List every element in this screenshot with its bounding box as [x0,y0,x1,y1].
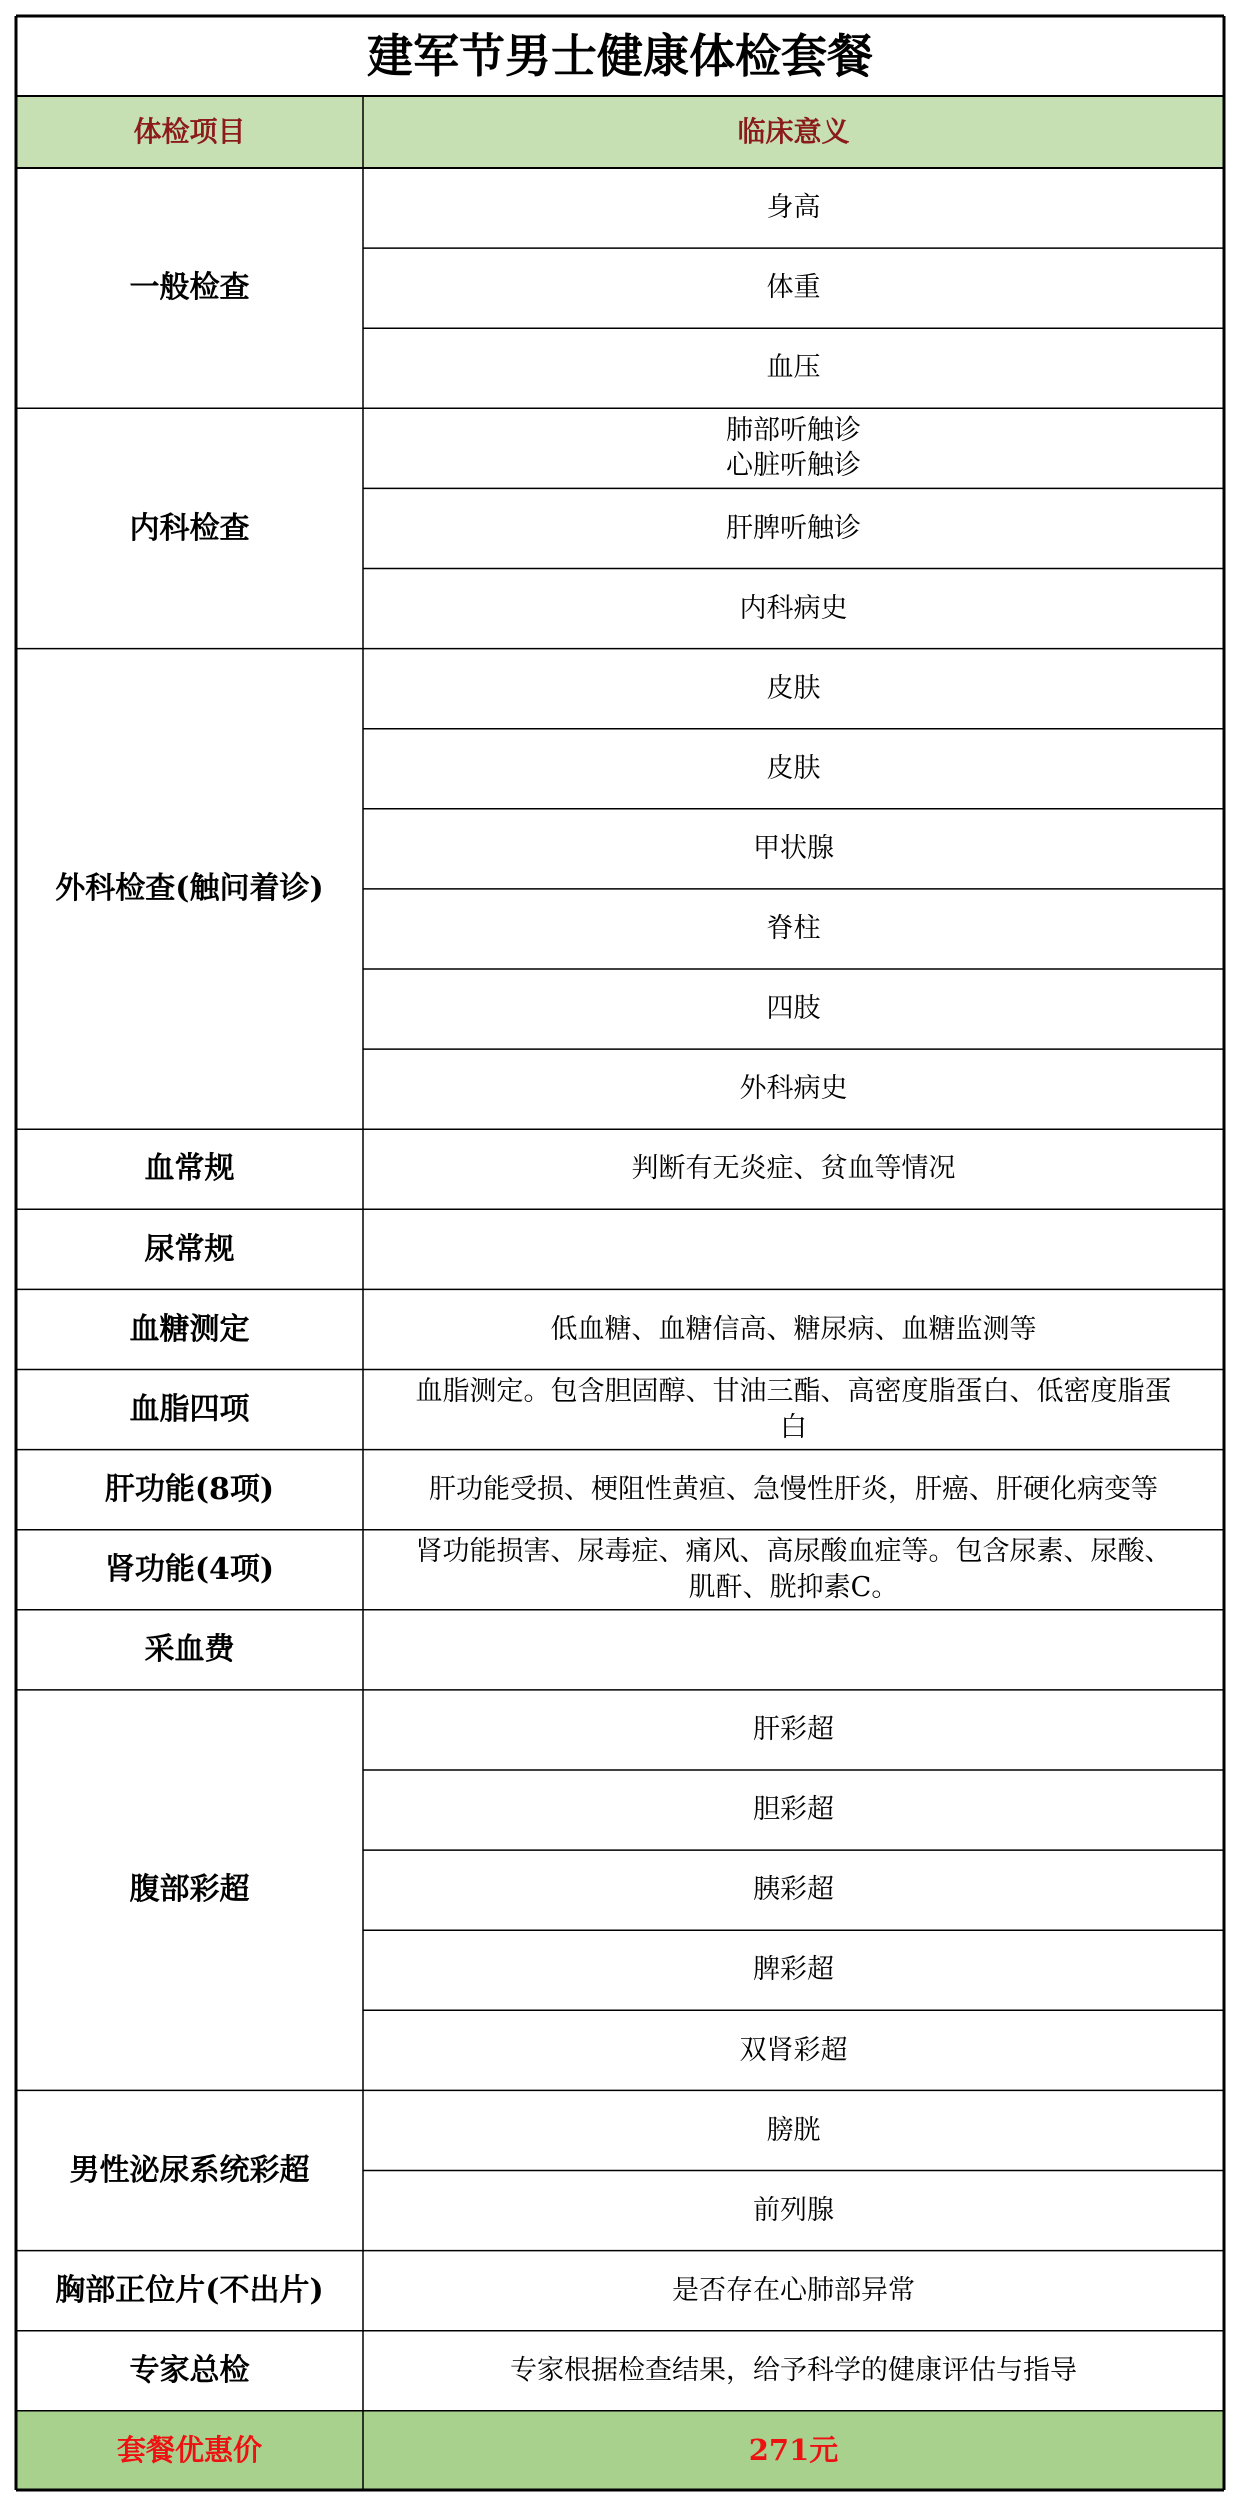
item-cell: 肝脾听触诊 [726,512,861,544]
item-cell: 脊柱 [766,913,821,945]
category-cell: 尿常规 [144,1231,235,1267]
item-cell [363,1209,1224,1289]
item-cell: 低血糖、血糖信高、糖尿病、血糖监测等 [550,1313,1037,1345]
item-cell: 内科病史 [739,592,848,624]
item-cell: 专家根据检查结果，给予科学的健康评估与指导 [510,2354,1077,2386]
header-checkup-item: 体检项目 [16,96,363,168]
package-price-value: 271元 [363,2411,1224,2490]
category-cell: 肝功能(8项) [104,1471,275,1507]
item-cell: 肾功能损害、尿毒症、痛风、高尿酸血症等。包含尿素、尿酸、 肌酐、胱抑素C。 [415,1536,1172,1603]
category-cell: 外科检查(触问着诊) [55,871,324,907]
category-cell: 男性泌尿系统彩超 [69,2152,310,2188]
item-cell: 是否存在心肺部异常 [672,2274,915,2306]
item-cell: 肝功能受损、梗阻性黄疸、急慢性肝炎，肝癌、肝硬化病变等 [429,1473,1158,1505]
item-cell: 身高 [766,192,821,224]
checkup-package-table [16,16,1224,2490]
item-cell: 胰彩超 [753,1874,834,1906]
category-cell: 专家总检 [129,2352,250,2388]
item-cell: 外科病史 [739,1073,848,1105]
item-cell: 胆彩超 [753,1794,834,1826]
item-cell: 血压 [766,352,821,384]
header-clinical-meaning: 临床意义 [363,96,1224,168]
item-cell: 四肢 [766,993,821,1025]
item-cell: 皮肤 [766,672,821,704]
item-cell: 皮肤 [766,752,821,784]
table-title: 建军节男士健康体检套餐 [367,28,873,83]
category-cell: 内科检查 [129,510,250,546]
package-price-label: 套餐优惠价 [16,2411,363,2490]
item-cell: 脾彩超 [753,1954,834,1986]
item-cell [363,1610,1224,1690]
item-cell: 肝彩超 [753,1714,834,1746]
item-cell: 判断有无炎症、贫血等情况 [631,1153,956,1185]
item-cell: 前列腺 [753,2194,834,2226]
category-cell: 肾功能(4项) [104,1551,275,1587]
item-cell: 膀胱 [766,2114,821,2146]
item-cell: 体重 [766,272,821,304]
item-cell: 血脂测定。包含胆固醇、甘油三酯、高密度脂蛋白、低密度脂蛋 白 [415,1375,1172,1443]
category-cell: 腹部彩超 [129,1872,250,1908]
category-cell: 采血费 [144,1632,235,1668]
category-cell: 血糖测定 [129,1311,250,1347]
category-cell: 一般检查 [129,270,250,306]
category-cell: 血脂四项 [129,1391,250,1427]
item-cell: 肺部听触诊 心脏听触诊 [726,414,861,482]
item-cell: 双肾彩超 [739,2034,848,2066]
category-cell: 胸部正位片(不出片) [55,2272,324,2308]
category-cell: 血常规 [144,1151,235,1187]
item-cell: 甲状腺 [753,833,834,865]
